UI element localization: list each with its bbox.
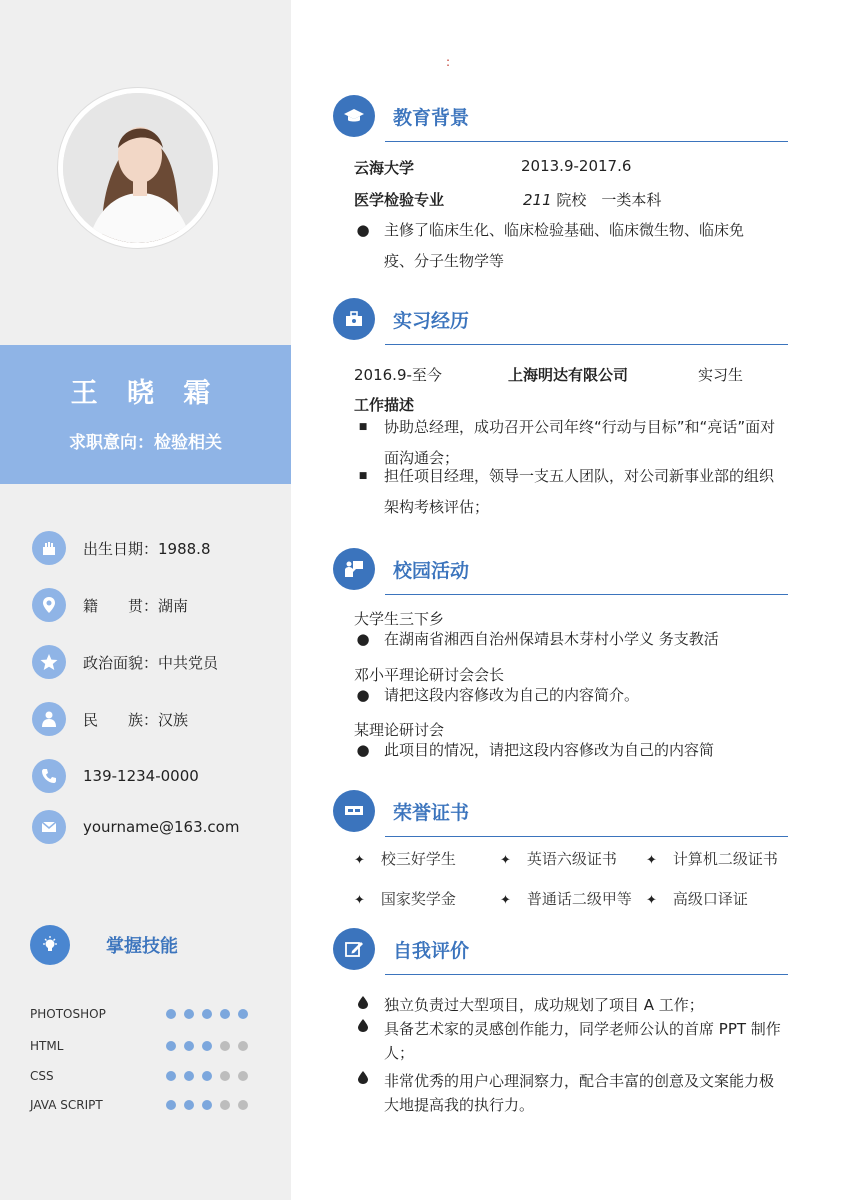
work-desc-label: 工作描述 xyxy=(354,396,415,414)
bullet-dot: ● xyxy=(356,221,370,239)
droplet-icon xyxy=(354,1017,372,1041)
honor-item: ✦ 计算机二级证书 xyxy=(646,850,778,868)
skill-dot-filled xyxy=(184,1071,194,1081)
location-pin-icon xyxy=(32,588,66,622)
sparkle-icon: ✦ xyxy=(500,893,511,908)
briefcase-icon xyxy=(333,298,375,340)
droplet-icon xyxy=(354,1069,372,1093)
activity-heading: 大学生三下乡 xyxy=(354,610,445,628)
skill-name: PHOTOSHOP xyxy=(30,1007,106,1021)
tier-number: 211 xyxy=(523,191,552,209)
skill-dot-empty xyxy=(238,1100,248,1110)
bullet-dot: ● xyxy=(356,686,370,704)
bullet-square: ■ xyxy=(358,422,368,432)
info-phone xyxy=(32,759,282,793)
section-education xyxy=(333,95,788,285)
certificate-icon xyxy=(333,790,375,832)
tier-text: 院校 一类本科 xyxy=(556,191,662,209)
activity-heading: 某理论研讨会 xyxy=(354,721,445,739)
skill-name: JAVA SCRIPT xyxy=(30,1098,103,1112)
major: 医学检验专业 xyxy=(354,191,445,209)
intern-role: 实习生 xyxy=(698,366,744,384)
skill-dot-empty xyxy=(238,1041,248,1051)
phone-icon xyxy=(32,759,66,793)
skills-header xyxy=(30,925,178,965)
skill-name: HTML xyxy=(30,1039,64,1053)
section-title: 荣誉证书 xyxy=(393,801,470,824)
edu-period: 2013.9-2017.6 xyxy=(521,157,632,175)
intern-period: 2016.9-至今 xyxy=(354,366,442,384)
skill-dot-filled xyxy=(220,1009,230,1019)
skill-dot-filled xyxy=(202,1100,212,1110)
lightbulb-icon xyxy=(30,925,70,965)
sparkle-icon: ✦ xyxy=(354,853,365,868)
skill-dot-filled xyxy=(238,1009,248,1019)
bullet-square: ■ xyxy=(358,471,368,481)
honor-item: ✦ 国家奖学金 xyxy=(354,890,456,908)
section-self-eval xyxy=(333,928,788,1128)
skill-dot-filled xyxy=(202,1009,212,1019)
sparkle-icon: ✦ xyxy=(646,893,657,908)
skill-dot-filled xyxy=(202,1041,212,1051)
honor-item: ✦ 英语六级证书 xyxy=(500,850,617,868)
skill-dot-filled xyxy=(202,1071,212,1081)
skill-level xyxy=(166,1071,248,1081)
section-title: 教育背景 xyxy=(393,106,470,129)
bullet-text: 具备艺术家的灵感创作能力，同学老师公认的首席 PPT 制作人； xyxy=(384,1020,781,1062)
list-item xyxy=(354,215,774,279)
bullet-text: 在湖南省湘西自治州保靖县木芽村小学义 务支教活 xyxy=(384,630,719,648)
school-tier xyxy=(523,189,661,210)
honor-item: ✦ 高级口译证 xyxy=(646,890,748,908)
person-icon xyxy=(32,702,66,736)
edit-icon xyxy=(333,928,375,970)
skill-dot-filled xyxy=(184,1009,194,1019)
bullet-dot: ● xyxy=(356,630,370,648)
sparkle-icon: ✦ xyxy=(646,853,657,868)
list-item xyxy=(354,624,784,655)
skill-dot-filled xyxy=(166,1100,176,1110)
politics-text: 政治面貌：中共党员 xyxy=(83,653,219,672)
email-text: yourname@163.com xyxy=(83,818,240,836)
list-item xyxy=(354,735,784,766)
bullet-text: 请把这段内容修改为自己的内容简介。 xyxy=(384,686,640,704)
top-mark: : xyxy=(446,55,451,69)
skill-dot-filled xyxy=(184,1041,194,1051)
sparkle-icon: ✦ xyxy=(354,893,365,908)
skill-dot-empty xyxy=(220,1041,230,1051)
divider xyxy=(385,594,788,595)
skill-row xyxy=(30,1068,270,1084)
bullet-text: 协助总经理，成功召开公司年终“行动与目标”和“亮话”面对面沟通会； xyxy=(384,418,776,467)
skills-title: 掌握技能 xyxy=(106,936,178,957)
activity-heading: 邓小平理论研讨会会长 xyxy=(354,666,505,684)
skill-dot-filled xyxy=(184,1100,194,1110)
skill-row xyxy=(30,1038,270,1054)
skill-row xyxy=(30,1006,270,1022)
list-item xyxy=(354,680,784,711)
origin-text: 籍 贯：湖南 xyxy=(83,596,189,615)
graduation-cap-icon xyxy=(333,95,375,137)
skill-dot-empty xyxy=(220,1100,230,1110)
honor-item: ✦ 普通话二级甲等 xyxy=(500,890,632,908)
section-campus xyxy=(333,548,788,778)
divider xyxy=(385,344,788,345)
presenter-icon xyxy=(333,548,375,590)
list-item xyxy=(354,1069,784,1124)
divider xyxy=(385,141,788,142)
bullet-text: 主修了临床生化、临床检验基础、临床微生物、临床免疫、分子生物学等 xyxy=(384,221,745,270)
skill-name: CSS xyxy=(30,1069,54,1083)
bullet-text: 担任项目经理，领导一支五人团队，对公司新事业部的组织架构考核评估； xyxy=(384,467,775,516)
bullet-text: 独立负责过大型项目，成功规划了项目 A 工作； xyxy=(384,996,704,1014)
school-name: 云海大学 xyxy=(354,159,415,177)
skill-dot-filled xyxy=(166,1071,176,1081)
info-email xyxy=(32,810,282,844)
profile-photo xyxy=(63,93,213,243)
list-item xyxy=(354,1017,784,1072)
avatar xyxy=(58,88,218,248)
skill-level xyxy=(166,1100,248,1110)
skill-dot-filled xyxy=(166,1041,176,1051)
info-ethnicity xyxy=(32,702,282,736)
bullet-dot: ● xyxy=(356,741,370,759)
skill-row xyxy=(30,1097,270,1113)
star-icon xyxy=(32,645,66,679)
bullet-text: 非常优秀的用户心理洞察力，配合丰富的创意及文案能力极大地提高我的执行力。 xyxy=(384,1072,775,1114)
skill-level xyxy=(166,1041,248,1051)
list-item xyxy=(354,461,784,523)
name-band xyxy=(0,345,291,484)
skill-dot-filled xyxy=(166,1009,176,1019)
info-birth xyxy=(32,531,282,565)
section-title: 实习经历 xyxy=(393,309,470,332)
honor-item: ✦ 校三好学生 xyxy=(354,850,456,868)
divider xyxy=(385,974,788,975)
birth-text: 出生日期：1988.8 xyxy=(83,539,211,558)
intern-company: 上海明达有限公司 xyxy=(508,366,629,384)
section-honors xyxy=(333,790,788,920)
job-intent: 求职意向：检验相关 xyxy=(69,433,222,453)
section-internship xyxy=(333,298,788,518)
candidate-name: 王 晓 霜 xyxy=(70,378,221,409)
skill-dot-empty xyxy=(238,1071,248,1081)
ethnicity-text: 民 族：汉族 xyxy=(83,710,189,729)
skill-level xyxy=(166,1009,248,1019)
section-title: 校园活动 xyxy=(393,559,470,582)
info-origin xyxy=(32,588,282,622)
section-title: 自我评价 xyxy=(393,939,470,962)
phone-text: 139-1234-0000 xyxy=(83,767,199,785)
skill-dot-empty xyxy=(220,1071,230,1081)
sparkle-icon: ✦ xyxy=(500,853,511,868)
mail-icon xyxy=(32,810,66,844)
divider xyxy=(385,836,788,837)
cake-icon xyxy=(32,531,66,565)
bullet-text: 此项目的情况，请把这段内容修改为自己的内容简 xyxy=(384,741,715,759)
info-politics xyxy=(32,645,282,679)
sidebar xyxy=(0,0,291,1200)
